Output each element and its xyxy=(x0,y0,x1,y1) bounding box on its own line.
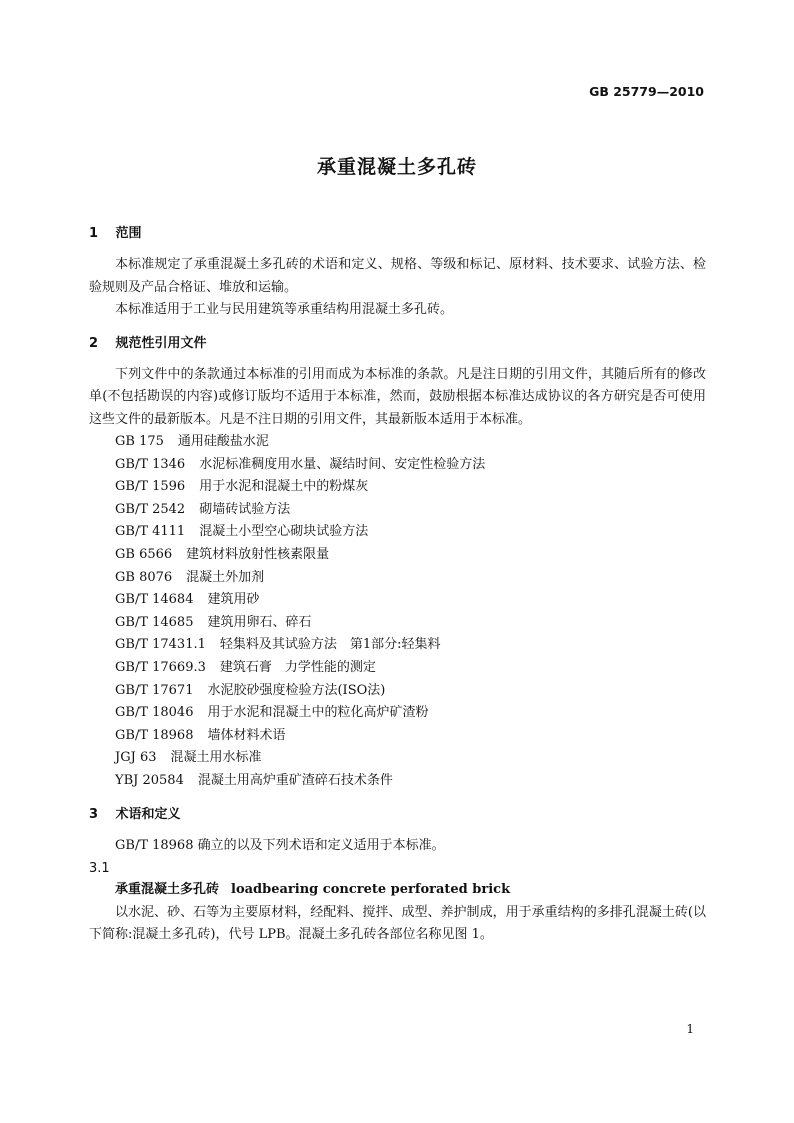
reference-code: GB/T 18968 xyxy=(115,727,194,743)
reference-title: 建筑用卵石、碎石 xyxy=(207,614,312,630)
reference-item xyxy=(89,634,706,657)
reference-item xyxy=(89,612,706,635)
reference-item xyxy=(89,657,706,680)
reference-title: 混凝土外加剂 xyxy=(186,569,265,585)
reference-item xyxy=(89,589,706,612)
section-title: 术语和定义 xyxy=(115,806,181,822)
reference-code: GB/T 14684 xyxy=(115,592,194,608)
reference-title: 通用硅酸盐水泥 xyxy=(177,434,269,449)
reference-title: 用于水泥和混凝土中的粉煤灰 xyxy=(199,479,369,495)
section-number: 1 xyxy=(89,226,99,241)
reference-code: GB/T 1346 xyxy=(115,456,186,472)
reference-code: GB/T 14685 xyxy=(115,614,194,630)
reference-item xyxy=(89,770,706,793)
reference-item xyxy=(89,567,706,590)
reference-title: 建筑材料放射性核素限量 xyxy=(186,546,330,562)
reference-code: GB/T 18046 xyxy=(115,705,194,721)
reference-item xyxy=(89,747,706,770)
reference-item xyxy=(89,476,706,499)
page-number: 1 xyxy=(686,1022,694,1036)
reference-item xyxy=(89,499,706,522)
reference-item xyxy=(89,454,706,477)
paragraph: 本标准规定了承重混凝土多孔砖的术语和定义、规格、等级和标记、原材料、技术要求、试验方法、检验规则及产品合格证、堆放和运输。 xyxy=(89,257,706,295)
document-body xyxy=(89,218,706,947)
reference-item xyxy=(89,431,706,454)
reference-title: 砌墙砖试验方法 xyxy=(199,501,291,517)
term-definition: 以水泥、砂、石等为主要原材料，经配料、搅拌、成型、养护制成，用于承重结构的多排孔混凝土砖(以下简称:混凝土多孔砖)，代号 LPB。混凝土多孔砖各部位名称见图 1。 xyxy=(89,904,706,942)
reference-title: 建筑用砂 xyxy=(207,592,260,608)
reference-code: GB/T 2542 xyxy=(115,501,186,517)
reference-code: GB/T 1596 xyxy=(115,479,186,495)
paragraph: 本标准适用于工业与民用建筑等承重结构用混凝土多孔砖。 xyxy=(115,302,454,317)
reference-title: 混凝土用水标准 xyxy=(170,750,262,766)
section-number: 3 xyxy=(89,806,99,822)
reference-code: GB 6566 xyxy=(115,546,173,562)
term-english: loadbearing concrete perforated brick xyxy=(231,882,511,897)
paragraph: 下列文件中的条款通过本标准的引用而成为本标准的条款。凡是注日期的引用文件，其随后所有的修改单(不包括勘误的内容)或修订版均不适用于本标准，然而，鼓励根据本标准达成协议的各方研究是否可使用这些文件的最新版本。凡是不注日期的引用文件，其最新版本适用于本标准。 xyxy=(89,366,706,427)
section-title: 规范性引用文件 xyxy=(115,335,207,351)
term-entry xyxy=(89,879,706,902)
reference-title: 混凝土小型空心砌块试验方法 xyxy=(199,524,369,540)
reference-title: 水泥标准稠度用水量、凝结时间、安定性检验方法 xyxy=(199,456,486,472)
section-heading-terms-and-definitions xyxy=(89,805,706,825)
reference-code: GB/T 17669.3 xyxy=(115,659,206,675)
reference-title: 墙体材料术语 xyxy=(207,727,286,743)
reference-item xyxy=(89,702,706,725)
subclause-number: 3.1 xyxy=(89,861,110,876)
section-title: 范围 xyxy=(115,226,142,241)
section-heading-scope xyxy=(89,224,706,244)
reference-code: GB/T 17431.1 xyxy=(115,637,206,653)
section-heading-normative-references xyxy=(89,334,706,354)
reference-code: GB 175 xyxy=(115,434,164,449)
term-chinese: 承重混凝土多孔砖 xyxy=(115,882,220,897)
reference-code: GB/T 4111 xyxy=(115,524,186,540)
reference-item xyxy=(89,521,706,544)
reference-item xyxy=(89,725,706,748)
reference-code: GB 8076 xyxy=(115,569,173,585)
standard-number: GB 25779—2010 xyxy=(589,84,704,99)
reference-code: YBJ 20584 xyxy=(115,772,184,788)
reference-item xyxy=(89,544,706,567)
section-number: 2 xyxy=(89,335,99,351)
reference-title: 混凝土用高炉重矿渣碎石技术条件 xyxy=(197,772,393,788)
document-title: 承重混凝土多孔砖 xyxy=(316,156,477,178)
reference-title: 建筑石膏 力学性能的测定 xyxy=(219,659,376,675)
reference-code: JGJ 63 xyxy=(115,750,157,766)
reference-title: 轻集料及其试验方法 第1部分:轻集料 xyxy=(219,637,441,653)
reference-code: GB/T 17671 xyxy=(115,682,194,698)
reference-title: 用于水泥和混凝土中的粒化高炉矿渣粉 xyxy=(207,705,429,721)
paragraph: GB/T 18968 确立的以及下列术语和定义适用于本标准。 xyxy=(115,837,445,853)
reference-item xyxy=(89,680,706,703)
reference-title: 水泥胶砂强度检验方法(ISO法) xyxy=(207,682,386,698)
